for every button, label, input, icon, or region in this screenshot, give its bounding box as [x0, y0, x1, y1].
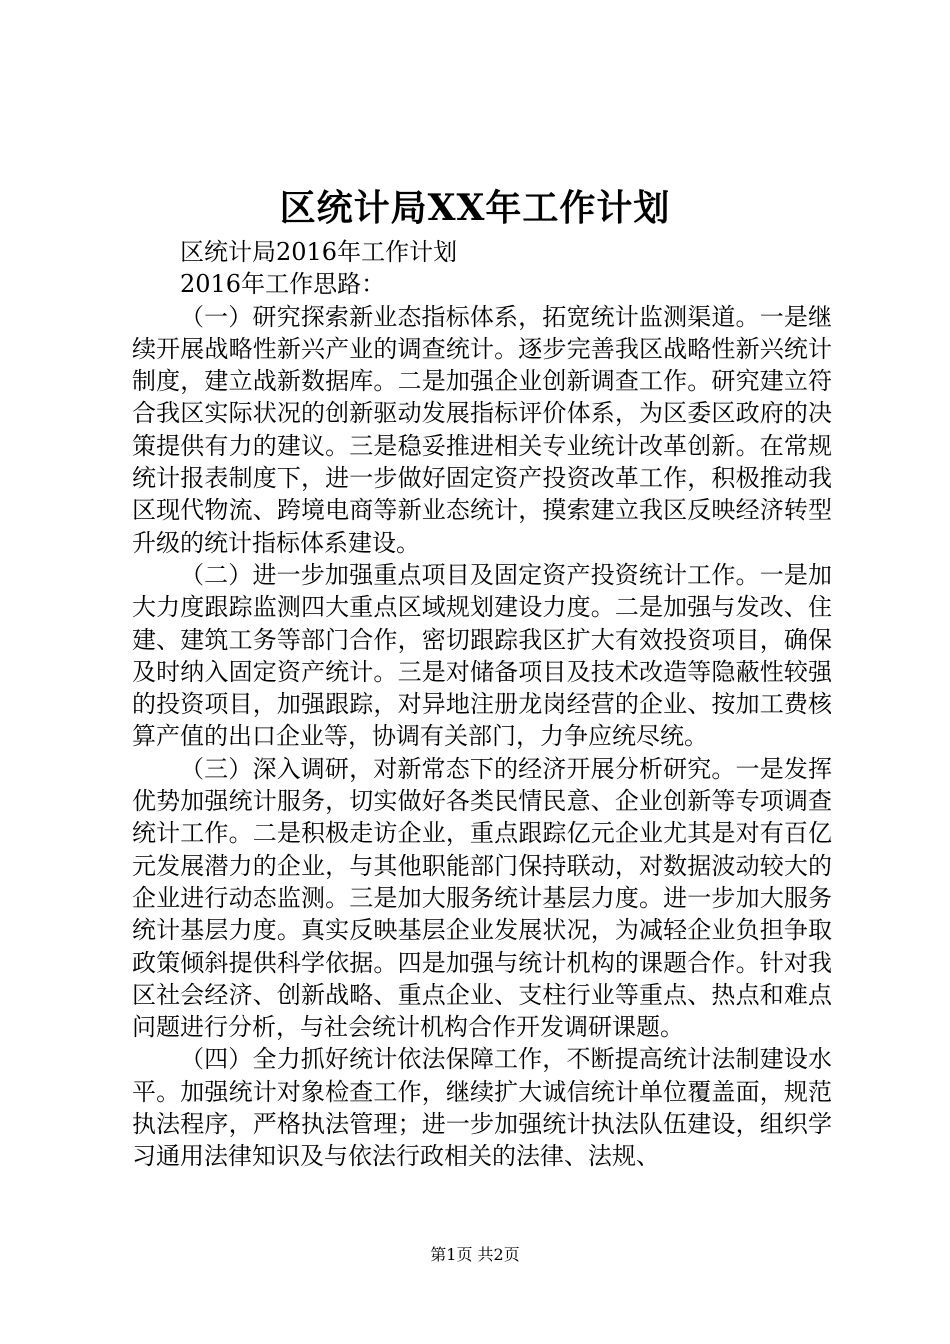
- paragraph-section-4: （四）全力抓好统计依法保障工作，不断提高统计法制建设水平。加强统计对象检查工作，继续扩大诚信统计单位覆盖面，规范执法程序，严格执法管理；进一步加强统计执法队伍建设，组织学习通用法律知识及与依法行政相关的法律、法规、: [132, 1045, 832, 1171]
- paragraph-section-3: （三）深入调研，对新常态下的经济开展分析研究。一是发挥优势加强统计服务，切实做好各类民情民意、企业创新等专项调查统计工作。二是积极走访企业，重点跟踪亿元企业尤其是对有百亿元发展潜力的企业，与其他职能部门保持联动，对数据波动较大的企业进行动态监测。三是加大服务统计基层力度。进一步加大服务统计基层力度。真实反映基层企业发展状况，为减轻企业负担争取政策倾斜提供科学依据。四是加强与统计机构的课题合作。针对我区社会经济、创新战略、重点企业、支柱行业等重点、热点和难点问题进行分析，与社会统计机构合作开发调研课题。: [132, 754, 832, 1042]
- page-number-footer: 第1页 共2页: [430, 1245, 520, 1264]
- paragraph-work-ideas: 2016年工作思路：: [180, 270, 386, 299]
- paragraph-subtitle: 区统计局2016年工作计划: [180, 238, 458, 266]
- document-body: [132, 236, 832, 1173]
- paragraph-section-1: （一）研究探索新业态指标体系，拓宽统计监测渠道。一是继续开展战略性新兴产业的调查统计。逐步完善我区战略性新兴统计制度，建立战新数据库。二是加强企业创新调查工作。研究建立符合我区实际状况的创新驱动发展指标评价体系，为区委区政府的决策提供有力的建议。三是稳妥推进相关专业统计改革创新。在常规统计报表制度下，进一步做好固定资产投资改革工作，积极推动我区现代物流、跨境电商等新业态统计，摸索建立我区反映经济转型升级的统计指标体系建设。: [132, 302, 832, 557]
- document-title: 区统计局XX年工作计划: [279, 187, 671, 229]
- paragraph-section-2: （二）进一步加强重点项目及固定资产投资统计工作。一是加大力度跟踪监测四大重点区域规划建设力度。二是加强与发改、住建、建筑工务等部门合作，密切跟踪我区扩大有效投资项目，确保及时纳入固定资产统计。三是对储备项目及技术改造等隐蔽性较强的投资项目，加强跟踪，对异地注册龙岗经营的企业、按加工费核算产值的出口企业等，协调有关部门，力争应统尽统。: [132, 560, 832, 751]
